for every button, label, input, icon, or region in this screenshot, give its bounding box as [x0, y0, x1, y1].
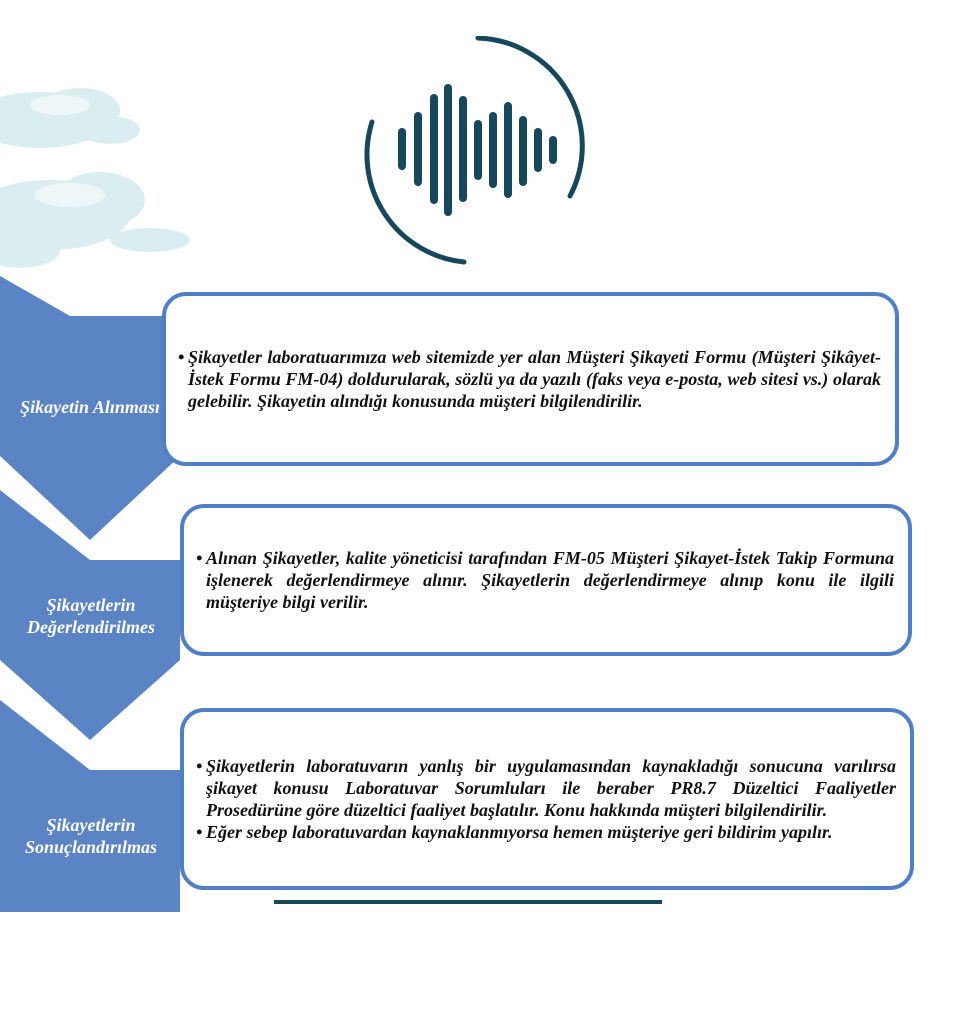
step-3-box — [180, 708, 914, 890]
step-3-item-1: • Şikayetlerin laboratuvarın yanlış bir uygulamasından kaynakladığı sonucuna varılırsa şikayet konusu Laboratuvar Sorumluları ile beraber PR8.7 Düzeltici Faaliyetler Prosedürüne göre düzeltici faaliyet başlatılır. Konu hakkında müşteri bilgilendirilir. — [198, 755, 896, 821]
step-1-item-1: • Şikayetler laboratuarımıza web sitemizde yer alan Müşteri Şikayeti Formu (Müşteri Şikâyet-İstek Formu FM-04) doldurularak, sözlü ya da yazılı (faks veya e-posta, web sitesi vs.) olarak gelebilir. Şikayetin alındığı konusunda müşteri bilgilendirilir. — [180, 346, 881, 412]
step-2-box — [180, 504, 912, 656]
bottom-divider — [274, 900, 662, 904]
step-1-label: Şikayetin Alınması — [20, 397, 160, 417]
step-3-item-2: • Eğer sebep laboratuvardan kaynaklanmıyorsa hemen müşteriye geri bildirim yapılır. — [198, 821, 896, 843]
step-2-item-1: • Alınan Şikayetler, kalite yöneticisi tarafından FM-05 Müşteri Şikayet-İstek Takip Formuna işlenerek değerlendirmeye alınır. Şikayetlerin değerlendirmeye alınıp konu ile ilgili müşteriye bilgi verilir. — [198, 547, 894, 613]
step-3-label: Şikayetlerin Sonuçlandırılmas — [24, 815, 158, 857]
step-1-box — [162, 292, 899, 466]
cloud-icon — [0, 80, 200, 280]
step-2-label: Şikayetlerin Değerlendirilmes — [27, 595, 155, 637]
sound-wave-icon — [360, 36, 592, 268]
